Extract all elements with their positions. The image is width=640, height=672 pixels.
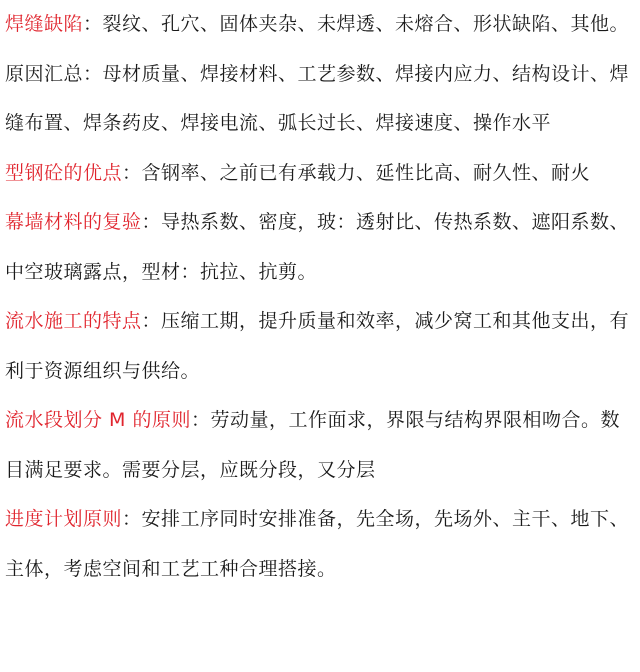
section-heading: 幕墙材料的复验	[5, 211, 142, 233]
section-heading: 焊缝缺陷	[5, 13, 84, 35]
section-heading: 型钢砼的优点	[5, 161, 123, 184]
section-flow-segment-principles	[5, 396, 635, 495]
section-steel-concrete-advantages	[5, 149, 635, 199]
section-text: ：劳动量，工作面求，界限与结构界限相吻合。数目满足要求。需要分层，应既分段，又分层	[5, 409, 620, 481]
section-text: ：导热系数、密度，玻：透射比、传热系数、遮阳系数、中空玻璃露点，型材：抗拉、抗剪。	[5, 211, 630, 283]
section-heading: 流水段划分 M 的原则	[5, 409, 191, 431]
section-curtain-wall-retest	[5, 198, 635, 297]
section-text: ：安排工序同时安排准备，先全场，先场外、主干、地下、主体，考虑空间和工艺工种合理搭接。	[5, 508, 630, 580]
section-text: ：压缩工期，提升质量和效率，减少窝工和其他支出，有利于资源组织与供给。	[5, 310, 630, 382]
section-weld-defects	[5, 0, 635, 149]
document-body	[5, 0, 635, 594]
section-schedule-principles	[5, 495, 635, 594]
section-text: ：含钢率、之前已有承载力、延性比高、耐久性、耐火	[122, 161, 591, 184]
section-text: ：裂纹、孔穴、固体夹杂、未焊透、未熔合、形状缺陷、其他。原因汇总：母材质量、焊接材料、工艺参数、焊接内应力、结构设计、焊缝布置、焊条药皮、焊接电流、弧长过长、焊接速度、操作水平	[5, 13, 630, 134]
section-heading: 流水施工的特点	[5, 310, 142, 332]
section-heading: 进度计划原则	[5, 508, 123, 530]
section-flow-construction-features	[5, 297, 635, 396]
